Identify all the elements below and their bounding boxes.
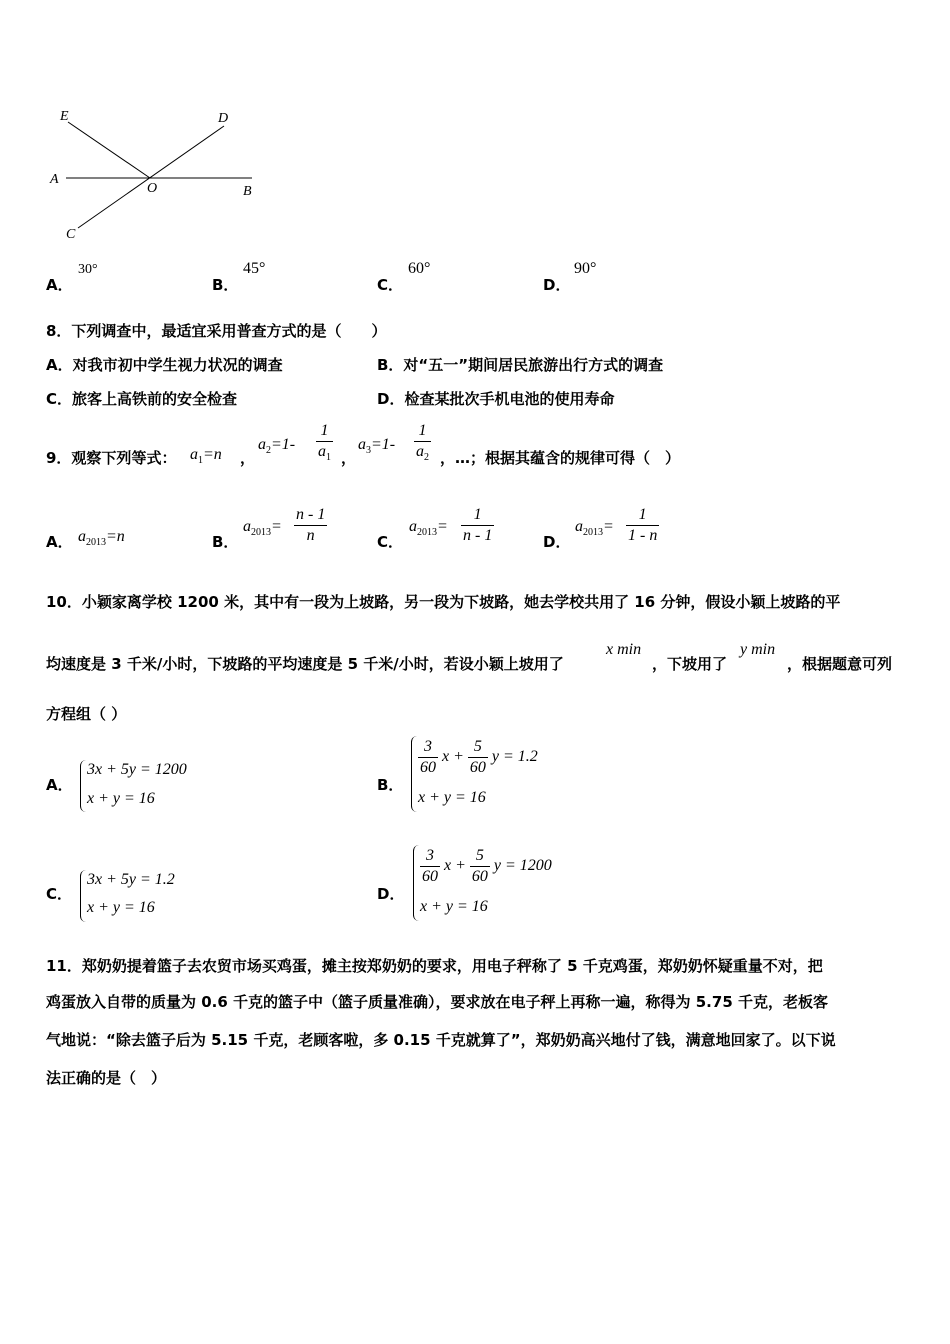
q7-option-a-value: 30° [78, 262, 98, 277]
q10-line-1: 10．小颖家离学校 1200 米，其中有一段为上坡路，另一段为下坡路，她去学校共用了 16 分钟，假设小颖上坡路的平 [46, 593, 841, 611]
angle-figure [40, 100, 270, 245]
q10-option-c-eq2: x + y = 16 [87, 899, 155, 916]
q11-line-1: 11．郑奶奶提着篮子去农贸市场买鸡蛋，摊主按郑奶奶的要求，用电子秤称了 5 千克鸡蛋，郑奶奶怀疑重量不对，把 [46, 957, 823, 975]
q9-option-a-letter: A． [46, 533, 73, 551]
q7-option-a-letter: A． [46, 276, 73, 294]
q9-option-d-lhs: $a_{2013}=$ [575, 518, 614, 538]
q9-a3-frac: $\frac{1}{a_2}$ [416, 422, 429, 463]
q10-option-b-letter: B． [377, 776, 404, 794]
q9-a2-lhs: $a_2=1-$ [258, 436, 296, 456]
q9-sep-2: ， [341, 449, 357, 467]
q9-option-c-letter: C． [377, 533, 404, 551]
q7-option-b-value: 45° [243, 260, 266, 277]
line-eo [68, 122, 150, 178]
label-o: O [147, 181, 158, 196]
q9-option-c-lhs: $a_{2013}=$ [409, 518, 448, 538]
q10-option-a-eq2: x + y = 16 [87, 790, 155, 807]
q7-option-d-letter: D． [543, 276, 571, 294]
label-a: A [50, 172, 59, 187]
q9-option-b-frac: $\frac{n - 1}{n}$ [296, 506, 326, 544]
q7-option-c-value: 60° [408, 260, 431, 277]
q11-line-2: 鸡蛋放入自带的质量为 0.6 千克的篮子中（篮子质量准确），要求放在电子秤上再称一遍，称得为 5.75 千克，老板客 [46, 993, 828, 1011]
q10-line-2c: ，根据题意可列 [787, 655, 893, 673]
q11-line-3: 气地说：“除去篮子后为 5.15 千克，老顾客啦，多 0.15 千克就算了”，郑奶奶高兴地付了钱，满意地回家了。以下说 [46, 1031, 836, 1049]
q10-option-b-eq2: x + y = 16 [418, 789, 486, 806]
q9-tail: ，…；根据其蕴含的规律可得（ ） [440, 449, 681, 467]
q9-a3-lhs: $a_3=1-$ [358, 436, 396, 456]
q7-option-c-letter: C． [377, 276, 404, 294]
q9-option-b-lhs: $a_{2013}=$ [243, 518, 282, 538]
q7-option-d-value: 90° [574, 260, 597, 277]
q8-option-b: B．对“五一”期间居民旅游出行方式的调查 [377, 356, 664, 374]
q11-line-4: 法正确的是（ ） [46, 1069, 167, 1087]
q10-xmin: x min [606, 641, 642, 658]
q10-option-a-letter: A． [46, 776, 73, 794]
q9-a1: $a_1=n$ [190, 446, 222, 466]
q10-option-d-eq2: x + y = 16 [420, 898, 488, 915]
q9-option-c-frac: $\frac{1}{n - 1}$ [463, 506, 493, 544]
q9-option-a: $a_{2013}=n$ [78, 528, 125, 548]
label-c: C [66, 227, 76, 242]
q10-option-c-letter: C． [46, 885, 73, 903]
q10-option-d-letter: D． [377, 885, 405, 903]
label-b: B [243, 184, 252, 199]
q8-option-c: C．旅客上高铁前的安全检查 [46, 390, 238, 408]
q10-line-2b: ，下坡用了 [652, 655, 728, 673]
q7-option-b-letter: B． [212, 276, 239, 294]
q8-option-d: D．检查某批次手机电池的使用寿命 [377, 390, 615, 408]
q10-line-3: 方程组（ ） [46, 705, 127, 723]
q10-line-2a: 均速度是 3 千米/小时，下坡路的平均速度是 5 千米/小时，若设小颖上坡用了 [46, 655, 564, 673]
q8-stem: 8．下列调查中，最适宜采用普查方式的是（ ） [46, 322, 387, 340]
q10-ymin: y min [740, 641, 776, 658]
q10-option-d-eq1: $\frac{3}{60}$ x + $\frac{5}{60}$ y = 1200 [422, 847, 552, 885]
label-e: E [60, 109, 69, 124]
q9-sep-1: ， [240, 449, 256, 467]
q10-option-b-eq1: $\frac{3}{60}$ x + $\frac{5}{60}$ y = 1.2 [420, 738, 538, 776]
line-cd [78, 126, 224, 228]
q10-option-c-eq1: 3x + 5y = 1.2 [87, 871, 175, 888]
q9-option-d-frac: $\frac{1}{1 - n}$ [628, 506, 658, 544]
q9-option-d-letter: D． [543, 533, 571, 551]
q10-option-a-eq1: 3x + 5y = 1200 [87, 761, 187, 778]
q9-option-b-letter: B． [212, 533, 239, 551]
q9-prefix: 9．观察下列等式： [46, 449, 177, 467]
q8-option-a: A．对我市初中学生视力状况的调查 [46, 356, 283, 374]
q9-a2-frac: $\frac{1}{a_1}$ [318, 422, 331, 463]
label-d: D [218, 111, 229, 126]
